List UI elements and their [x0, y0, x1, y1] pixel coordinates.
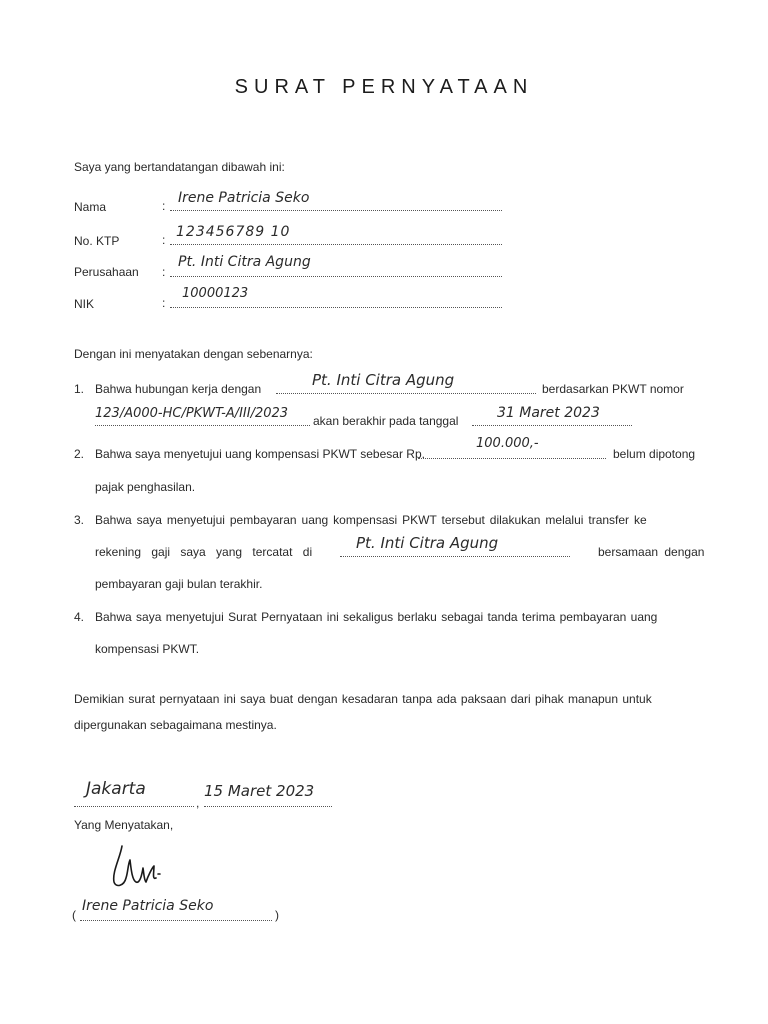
place-comma: ,: [196, 796, 200, 810]
item-2-line-2: pajak penghasilan.: [95, 480, 196, 494]
field-dotted-line: [170, 244, 502, 245]
paren-open: (: [72, 908, 76, 922]
item-2-text-a: Bahwa saya menyetujui uang kompensasi PKWT sebesar Rp.: [95, 447, 425, 461]
field-separator: :: [162, 265, 166, 279]
item-number: 2.: [74, 447, 85, 461]
item-3-company: Pt. Inti Citra Agung: [356, 534, 499, 552]
signer-name-dotted-line: [80, 920, 272, 921]
item-1-dotted-line: [276, 393, 536, 394]
item-3-dotted-line: [340, 556, 570, 557]
place-value: Jakarta: [86, 779, 146, 799]
item-1-dotted-line: [95, 425, 310, 426]
item-3-line-3: pembayaran gaji bulan terakhir.: [95, 577, 263, 591]
field-value-nama: Irene Patricia Seko: [178, 190, 310, 206]
item-1-text-c: akan berakhir pada tanggal: [313, 414, 459, 428]
intro-text: Saya yang bertandatangan dibawah ini:: [74, 160, 285, 174]
field-separator: :: [162, 199, 166, 213]
date-dotted-line: [204, 806, 332, 807]
place-dotted-line: [74, 806, 194, 807]
signer-name: Irene Patricia Seko: [82, 898, 214, 914]
item-2-dotted-line: [418, 458, 606, 459]
field-separator: :: [162, 296, 166, 310]
field-dotted-line: [170, 307, 502, 308]
item-3-line-1: Bahwa saya menyetujui pembayaran uang kompensasi PKWT tersebut dilakukan melalui transfer ke: [95, 513, 647, 527]
item-1-pkwt-number: 123/A000-HC/PKWT-A/III/2023: [95, 406, 289, 421]
field-value-ktp: 123456789 10: [176, 224, 291, 240]
item-number: 1.: [74, 382, 85, 396]
item-1-text-a: Bahwa hubungan kerja dengan: [95, 382, 262, 396]
item-4-line-1: Bahwa saya menyetujui Surat Pernyataan ini sekaligus berlaku sebagai tanda terima pembayaran uang: [95, 610, 658, 624]
closing-line-2: dipergunakan sebagaimana mestinya.: [74, 718, 277, 732]
paren-close: ): [275, 908, 279, 922]
closing-line-1: Demikian surat pernyataan ini saya buat dengan kesadaran tanpa ada paksaan dari pihak manapun untuk: [74, 692, 652, 706]
item-2-text-b: belum dipotong: [613, 447, 696, 461]
field-label-ktp: No. KTP: [74, 234, 120, 248]
item-number: 3.: [74, 513, 85, 527]
signature-image: [100, 838, 170, 898]
item-4-line-2: kompensasi PKWT.: [95, 642, 200, 656]
item-1-text-b: berdasarkan PKWT nomor: [542, 382, 684, 396]
document-title: SURAT PERNYATAAN: [234, 76, 534, 98]
field-label-perusahaan: Perusahaan: [74, 265, 139, 279]
field-dotted-line: [170, 276, 502, 277]
field-value-nik: 10000123: [182, 286, 249, 301]
item-3-text-a: rekening gaji saya yang tercatat di: [95, 545, 313, 559]
field-label-nik: NIK: [74, 297, 95, 311]
field-label-nama: Nama: [74, 200, 107, 214]
statement-intro: Dengan ini menyatakan dengan sebenarnya:: [74, 347, 313, 361]
item-1-company: Pt. Inti Citra Agung: [312, 371, 455, 389]
item-number: 4.: [74, 610, 85, 624]
field-separator: :: [162, 233, 166, 247]
item-2-amount: 100.000,-: [476, 436, 539, 451]
item-1-dotted-line: [472, 425, 632, 426]
field-value-perusahaan: Pt. Inti Citra Agung: [178, 254, 311, 270]
signer-label: Yang Menyatakan,: [74, 818, 174, 832]
date-value: 15 Maret 2023: [204, 782, 315, 800]
field-dotted-line: [170, 210, 502, 211]
item-3-text-b: bersamaan dengan: [598, 545, 705, 559]
item-1-end-date: 31 Maret 2023: [497, 405, 600, 421]
